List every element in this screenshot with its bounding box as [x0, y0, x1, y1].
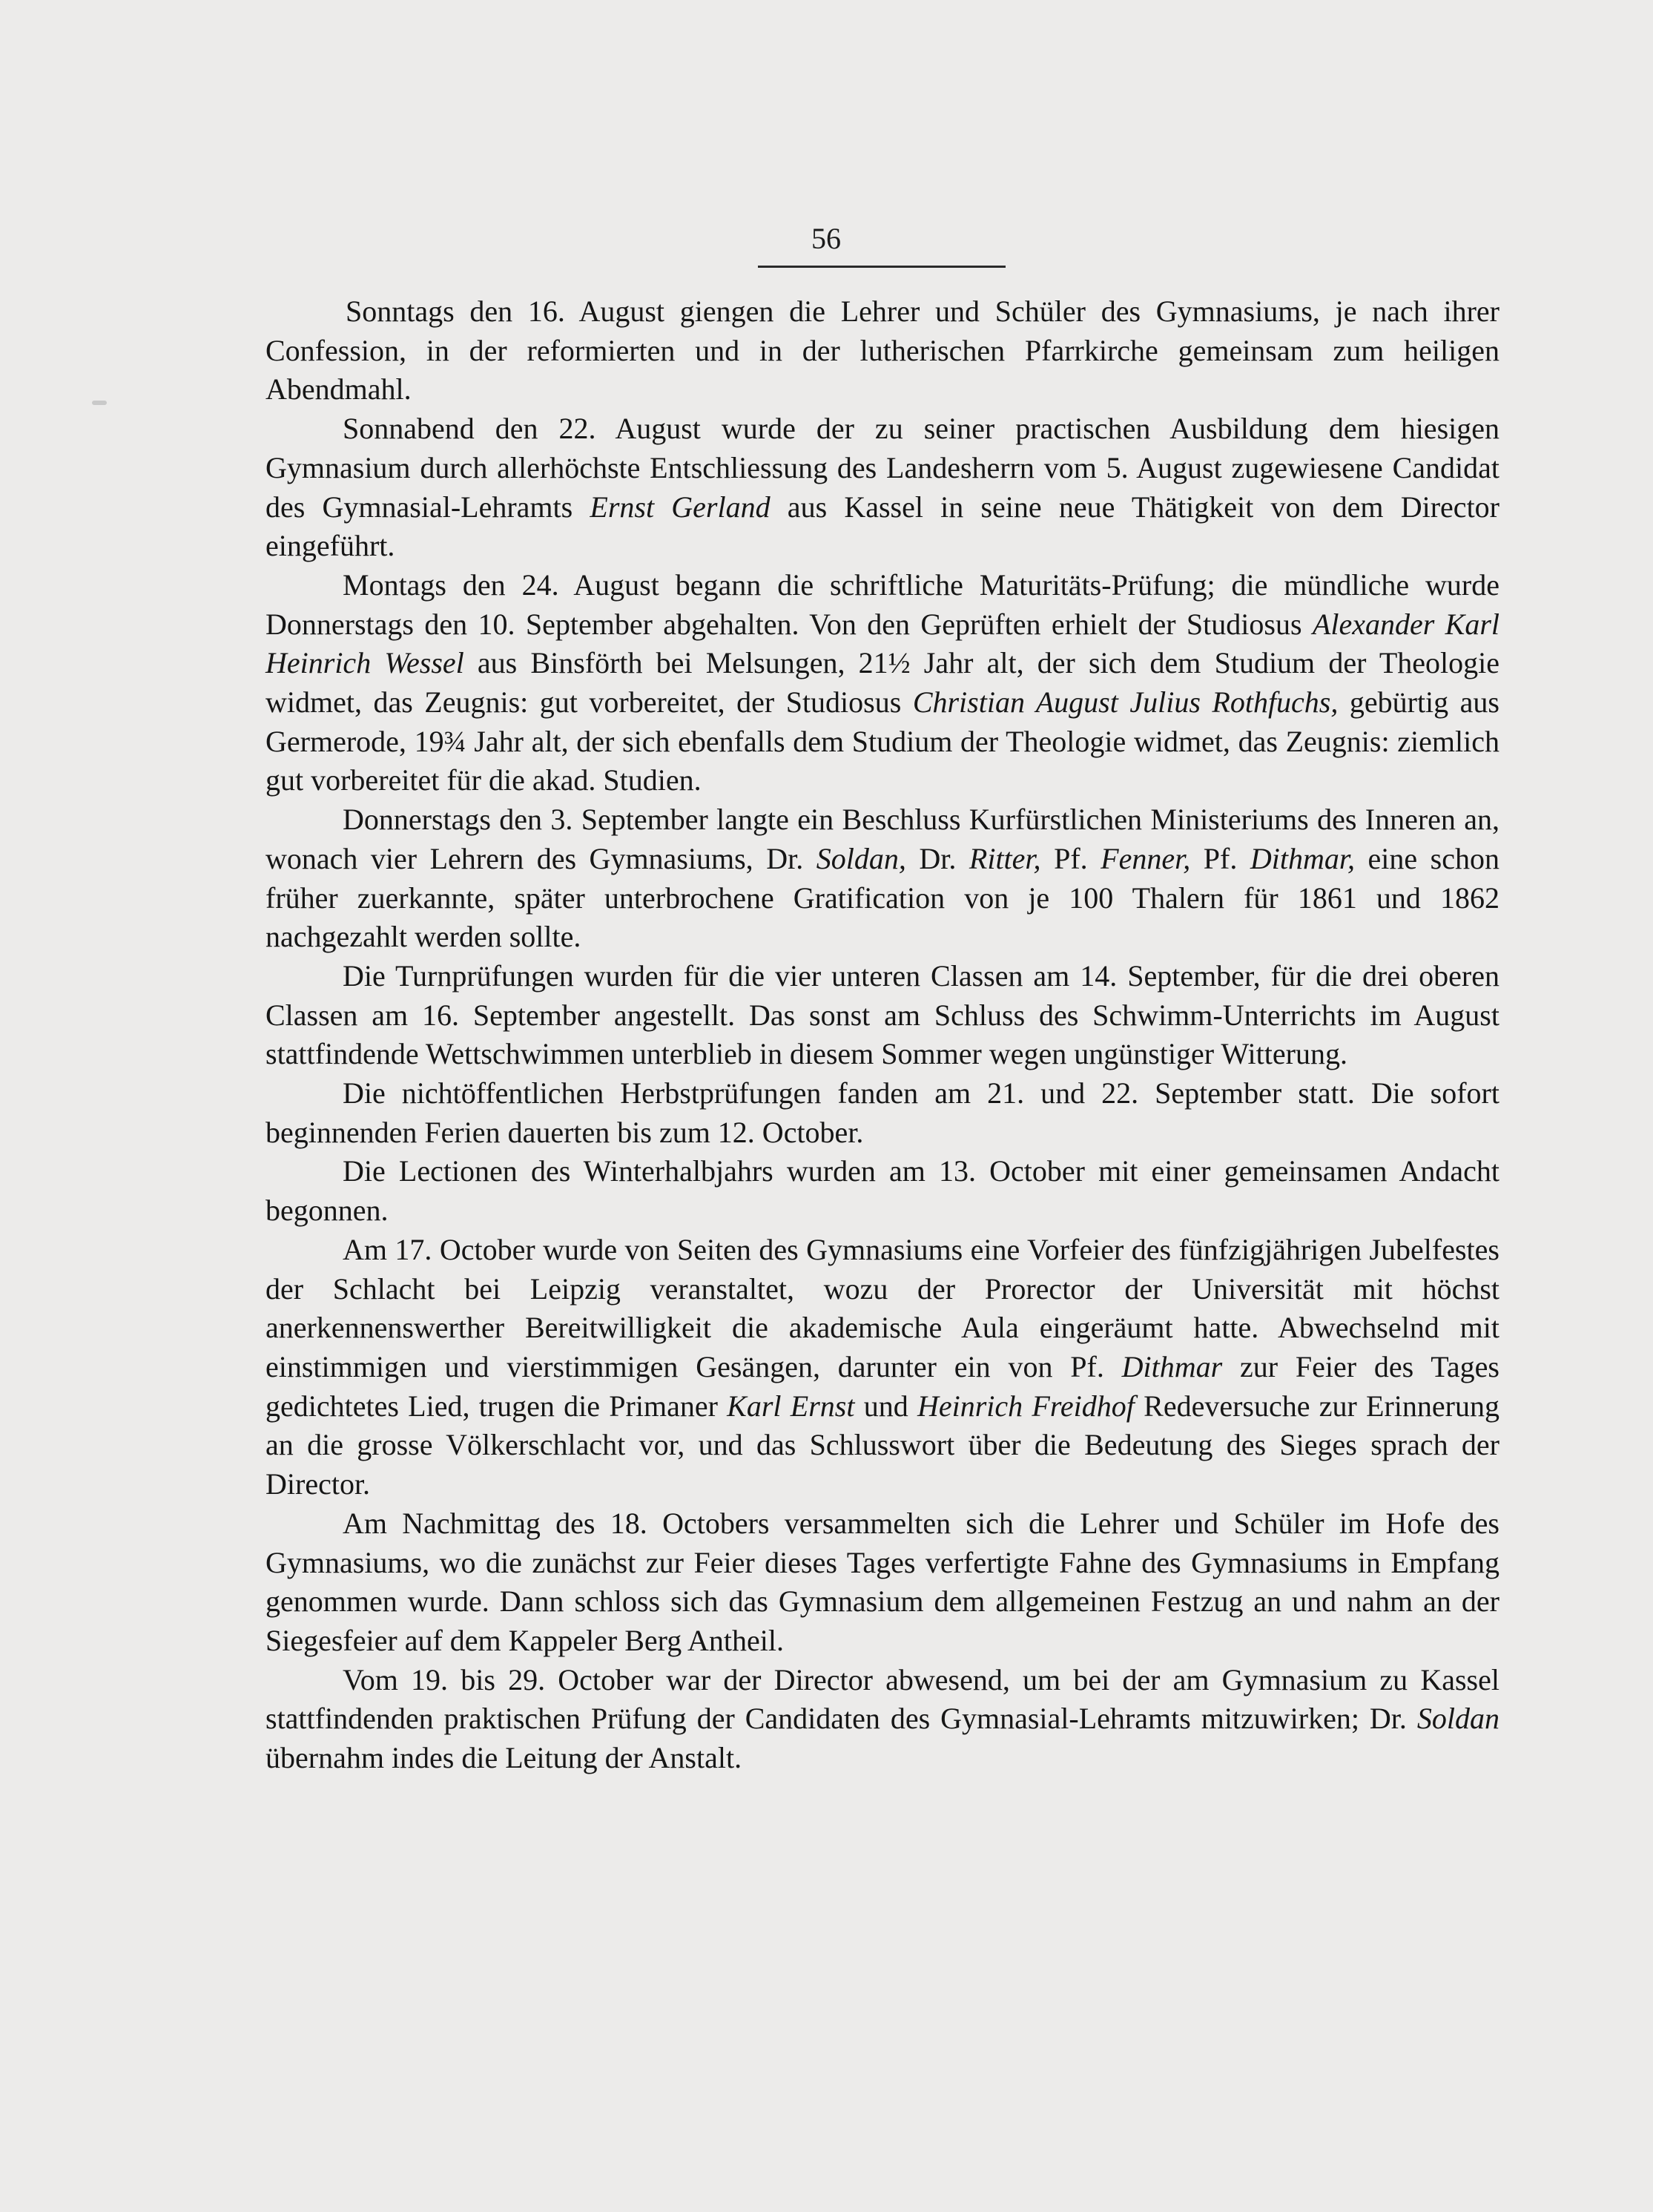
paragraph-text: Pf. [1040, 841, 1101, 875]
paragraph-text: Montags den 24. August begann die schriftliche Maturitäts-Prüfung; die mündliche wurde Donnerstags den 10. September abgehalten. Von den Geprüften erhielt der Studiosus [265, 567, 1499, 641]
person-name: Ernst Gerland [590, 490, 771, 524]
person-name: Ritter, [969, 841, 1041, 875]
paragraph-text: Sonnabend den 22. August wurde der zu seiner practischen Ausbildung dem hiesigen Gymnasium durch allerhöchste Entschliessung des Landesherrn vom 5. August zugewiesene Candidat des Gymnasial-Lehramts [265, 412, 1499, 524]
paragraph-text: Am Nachmittag des 18. Octobers versammelten sich die Lehrer und Schüler im Hofe des Gymnasiums, wo die zunächst zur Feier dieses Tages verfertigte Fahne des Gymnasiums in Empfang genommen wurde. Dann schloss sich das Gymnasium dem allgemeinen Festzug an und nahm an der Siegesfeier auf dem Kappeler Berg Antheil. [265, 1506, 1499, 1657]
paragraph-text: Dr. [905, 841, 969, 875]
paragraph-2 [265, 409, 1499, 566]
paragraph-text: Die nichtöffentlichen Herbstprüfungen fanden am 21. und 22. September statt. Die sofort beginnenden Ferien dauerten bis zum 12. October. [265, 1076, 1499, 1149]
paragraph-3 [265, 566, 1499, 800]
paragraph-text: aus Binsförth bei Melsungen, 21½ Jahr alt, der sich dem Studium der Theologie widmet, das Zeugnis: gut vorbereitet, der Studiosus [265, 646, 1500, 720]
paragraph-text: Die Lectionen des Winterhalbjahrs wurden am 13. October mit einer gemeinsamen Andacht begonnen. [265, 1154, 1499, 1228]
paragraph-text: Donnerstags den 3. September langte ein Beschluss Kurfürstlichen Ministeriums des Inneren an, wonach vier Lehrern des Gymnasiums, Dr. [265, 803, 1499, 875]
paragraph-text: zur Feier des Tages gedichtetes Lied, trugen die Primaner [265, 1349, 1499, 1423]
paragraph-text: übernahm indes die Leitung der Anstalt. [265, 1741, 742, 1775]
paragraph-text: Sonntags den 16. August giengen die Lehrer und Schüler des Gymnasiums, je nach ihrer Confession, in der reformierten und in der lutherischen Pfarrkirche gemeinsam zum heiligen Abendmahl. [265, 294, 1499, 406]
scan-mark [92, 401, 107, 405]
person-name: Fenner, [1101, 841, 1191, 875]
paragraph-text: Redeversuche zur Erinnerung an die grosse Völkerschlacht vor, und das Schlusswort über die Bedeutung des Sieges sprach der Director. [265, 1389, 1499, 1501]
paragraph-text: gebürtig aus Germerode, 19¾ Jahr alt, der sich ebenfalls dem Studium der Theologie widmet, das Zeugnis: ziemlich gut vorbereitet für die akad. Studien. [265, 685, 1499, 797]
paragraph-text: und [854, 1389, 917, 1423]
paragraph-text: eine schon früher zuerkannte, später unterbrochene Gratification von je 100 Thalern für 1861 und 1862 nachgezahlt werden sollte. [265, 841, 1499, 954]
page-number-rule [758, 266, 1006, 268]
paragraph-7 [265, 1152, 1499, 1230]
person-name: Heinrich Freidhof [917, 1389, 1135, 1423]
person-name: Alexander Karl Heinrich Wessel [265, 607, 1499, 680]
paragraph-text: aus Kassel in seine neue Thätigkeit von dem Director eingeführt. [265, 490, 1499, 563]
page-number: 56 [811, 222, 841, 255]
body-text [265, 292, 1499, 1778]
paragraph-text: Pf. [1190, 841, 1250, 875]
paragraph-6 [265, 1074, 1499, 1152]
paragraph-4 [265, 800, 1499, 957]
paragraph-8 [265, 1231, 1499, 1504]
paragraph-text: Die Turnprüfungen wurden für die vier unteren Classen am 14. September, für die drei oberen Classen am 16. September angestellt. Das sonst am Schluss des Schwimm-Unterrichts im August stattfindende Wettschwimmen unterblieb in diesem Sommer wegen ungünstiger Witterung. [265, 958, 1499, 1071]
person-name: Soldan [1416, 1702, 1499, 1736]
person-name: Dithmar, [1250, 841, 1355, 875]
person-name: Dithmar [1121, 1349, 1223, 1383]
paragraph-1 [265, 292, 1499, 409]
paragraph-5 [265, 957, 1499, 1074]
paragraph-text: Vom 19. bis 29. October war der Director abwesend, um bei der am Gymnasium zu Kassel stattfindenden praktischen Prüfung der Candidaten des Gymnasial-Lehramts mitzuwirken; Dr. [265, 1662, 1499, 1736]
paragraph-10 [265, 1661, 1499, 1778]
person-name: Soldan, [816, 841, 906, 875]
person-name: Christian August Julius Rothfuchs, [912, 685, 1339, 720]
paragraph-text: Am 17. October wurde von Seiten des Gymnasiums eine Vorfeier des fünfzigjährigen Jubelfestes der Schlacht bei Leipzig veranstaltet, wozu der Prorector der Universität mit höchst anerkennenswerther Bereitwilligkeit die akademische Aula eingeräumt hatte. Abwechselnd mit einstimmigen und vierstimmigen Gesängen, darunter ein von Pf. [265, 1232, 1499, 1383]
person-name: Karl Ernst [727, 1389, 855, 1423]
paragraph-9 [265, 1504, 1499, 1661]
